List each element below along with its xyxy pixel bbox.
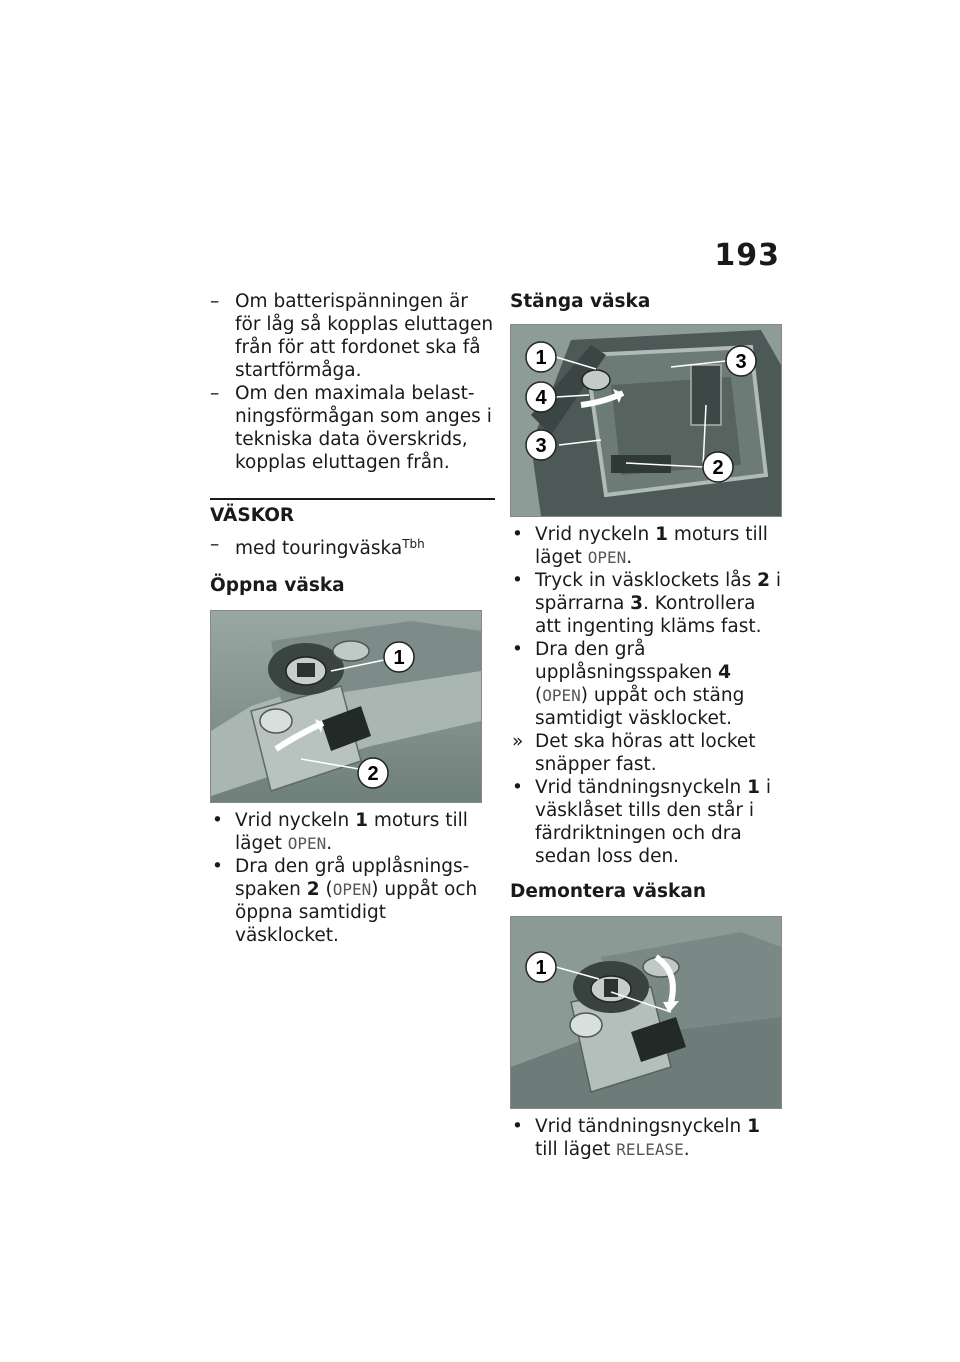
right-column [510, 290, 785, 1161]
list-item: • Tryck in väsklockets lås 2 i spärrarna 3. Kontrollera att ingenting kläms fast. [512, 570, 782, 637]
close-heading: Stänga väska [510, 291, 651, 312]
section-title: VÄSKOR [210, 505, 295, 526]
result-item: » Det ska höras att locket snäpper fast. [512, 731, 756, 775]
page-number: 193 [714, 238, 780, 273]
left-column [210, 290, 495, 947]
bullet-marker: • [512, 1116, 523, 1137]
list-item: • Vrid tändningsnyckeln 1 till läget RELEASE. [512, 1116, 760, 1160]
callout-3-right: 3 [735, 351, 747, 373]
section-divider [210, 498, 495, 500]
open-case-figure [210, 610, 482, 803]
list-item: • Vrid tändningsnyckeln 1 i väsklåset tills den står i färdriktningen och dra sedan loss den. [512, 777, 771, 867]
remove-heading: Demontera väskan [510, 881, 707, 902]
list-item: • Dra den grå upplåsningsspaken 4 (OPEN) uppåt och stäng samtidigt väsklocket. [512, 639, 745, 729]
callout-1: 1 [535, 957, 547, 979]
callout-1: 1 [393, 647, 405, 669]
callout-3-left: 3 [535, 435, 547, 457]
open-heading: Öppna väska [210, 575, 345, 596]
list-item: • Dra den grå upplåsningsspaken 2 (OPEN) uppåt och öppna samtidigt väsklocket. [212, 856, 478, 946]
dash-marker: – [210, 383, 220, 404]
bullet-marker: • [512, 570, 523, 591]
dash-marker: – [210, 291, 220, 312]
bullet-marker: • [512, 639, 523, 660]
list-item: • Vrid nyckeln 1 moturs till läget OPEN. [212, 810, 468, 854]
callout-2: 2 [712, 457, 724, 479]
callout-2: 2 [367, 763, 379, 785]
callout-4: 4 [535, 387, 547, 409]
callout-1: 1 [535, 347, 547, 369]
list-item: – Om batterispänningen är för låg så kopplas eluttagen från för att fordonet ska få startförmåga. [210, 291, 494, 381]
bullet-marker: • [512, 777, 523, 798]
option-code: Tbh [402, 537, 425, 551]
dash-marker: – [210, 534, 220, 555]
list-item: • Vrid nyckeln 1 moturs till läget OPEN. [512, 524, 768, 568]
remove-case-figure [510, 916, 782, 1109]
bullet-marker: • [212, 856, 223, 877]
bullet-marker: • [512, 524, 523, 545]
option-line: – med touringväska$^{Tbh}$ [210, 534, 425, 559]
bullet-marker: • [212, 810, 223, 831]
list-item: – Om den maximala belastningsförmågan som anges i tekniska data överskrids, kopplas eluttagen från. [210, 383, 492, 473]
close-case-figure [510, 324, 782, 517]
result-marker: » [512, 731, 524, 752]
